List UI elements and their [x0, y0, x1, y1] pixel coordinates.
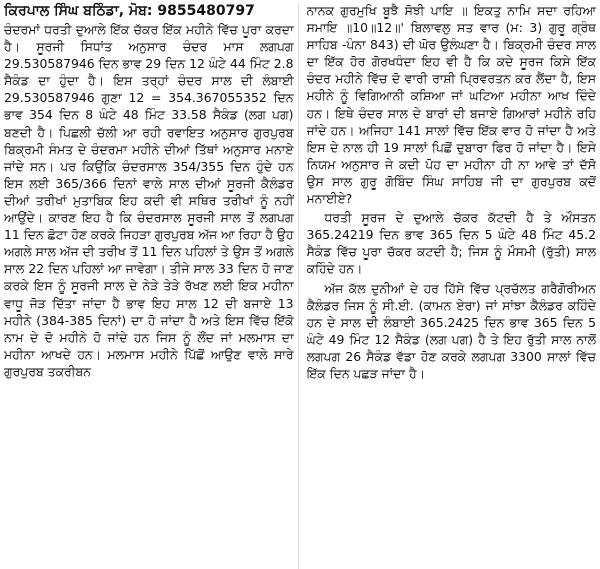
article-paragraph: ਨਾਨਕ ਗੁਰਮੁਖਿ ਬੂਝੈ ਸੋਝੀ ਪਾਇ ॥ ਇਕਤੁ ਨਾਮਿ ਸਦਾ ਰਹਿਆ ਸਮਾਇ ॥10॥12॥' ਬਿਲਾਵਲੁ ਸਤ ਵਾਰ (ਮ: 3) ਗੁਰੂ ਗ੍ਰੰਥ ਸਾਹਿਬ -ਪੰਨਾ 843) ਦੀ ਘੋਰ ਉਲੰਘਣਾ ਹੈ। ਬਿਕ੍ਰਮੀ ਚੰਦਰ ਸਾਲ ਦਾ ਇੱਕ ਹੋਰ ਗੋਰਖਧੰਦਾ ਇਹ ਵੀ ਹੈ ਕਿ ਕਦੇ ਸੂਰਜ ਕਿਸੇ ਇੱਕ ਚੰਦਰ ਮਹੀਨੇ ਵਿੱਚ ਦੋ ਵਾਰੀ ਰਾਸ਼ੀ ਪ੍ਰਿਵਰਤਨ ਕਰ ਲੈਂਦਾ ਹੈ, ਇਸ ਮਹੀਨੇ ਨੂੰ ਵਿਗਿਆਨੀ ਕਸ਼ਿਆ ਜਾਂ ਘਟਿਆ ਮਹੀਨਾ ਆਖ ਦਿੰਦੇ ਹਨ। ਇਥੇ ਚੰਦਰ ਸਾਲ ਦੇ ਬਾਰਾਂ ਦੀ ਬਜਾਏ ਗਿਆਰਾਂ ਮਹੀਨੇ ਰਹਿ ਜਾਂਦੇ ਹਨ। ਅਜਿਹਾ 141 ਸਾਲਾਂ ਵਿੱਚ ਇੱਕ ਵਾਰ ਹੋ ਜਾਂਦਾ ਹੈ ਅਤੇ ਇਸ ਦੇ ਨਾਲ ਹੀ 19 ਸਾਲਾਂ ਪਿਛੋਂ ਦੁਬਾਰਾ ਫਿਰ ਹੋ ਜਾਂਦਾ ਹੈ। ਇਸੇ ਨਿਯਮ ਅਨੁਸਾਰ ਜੇ ਕਦੀ ਪੋਹ ਦਾ ਮਹੀਨਾ ਹੀ ਨਾ ਆਵੇ ਤਾਂ ਦੱਸੋ ਉਸ ਸਾਲ ਗੁਰੂ ਗੋਬਿੰਦ ਸਿੰਘ ਸਾਹਿਬ ਜੀ ਦਾ ਗੁਰਪੁਰਬ ਕਦੋਂ ਮਨਾਈਏ? [306, 3, 596, 207]
left-column [4, 2, 299, 569]
article-paragraph: ਅੱਜ ਕੱਲ ਦੁਨੀਆਂ ਦੇ ਹਰ ਹਿੱਸੇ ਵਿੱਚ ਪ੍ਰਚੱਲਤ ਗਰੈਗੋਰੀਅਨ ਕੈਲੰਡਰ ਜਿਸ ਨੂੰ ਸੀ.ਈ. (ਕਾਮਨ ਏਰਾ) ਜਾਂ ਸਾਂਝਾ ਕੈਲੰਡਰ ਕਹਿੰਦੇ ਹਨ ਦੇ ਸਾਲ ਦੀ ਲੰਬਾਈ 365.2425 ਦਿਨ ਭਾਵ 365 ਦਿਨ 5 ਘੰਟੇ 49 ਮਿੰਟ 12 ਸੈਕੰਡ (ਲਗ ਪਗ) ਹੈ ਤੇ ਇਹ ਰੁੱਤੀ ਸਾਲ ਨਾਲੋਂ ਲਗਪਗ 26 ਸੈਕੰਡ ਵੱਡਾ ਹੋਣ ਕਰਕੇ ਲਗਪਗ 3300 ਸਾਲਾਂ ਵਿੱਚ ਇੱਕ ਦਿਨ ਪਛੜ ਜਾਂਦਾ ਹੈ। [306, 280, 596, 381]
right-column [307, 2, 597, 569]
author-byline: ਕਿਰਪਾਲ ਸਿੰਘ ਬਠਿੰਡਾ, ਮੋਬ: 9855480797 [4, 3, 255, 19]
article-paragraph: ਧਰਤੀ ਸੂਰਜ ਦੇ ਦੁਆਲੇ ਚੱਕਰ ਕੱਟਦੀ ਹੈ ਤੇ ਔਸਤਨ 365.24219 ਦਿਨ ਭਾਵ 365 ਦਿਨ 5 ਘੰਟੇ 48 ਮਿੰਟ 45.2 ਸੈਕੰਡ ਵਿੱਚ ਪੂਰਾ ਚੱਕਰ ਕਟਦੀ ਹੈ; ਜਿਸ ਨੂੰ ਮੌਸਮੀ (ਰੁੱਤੀ) ਸਾਲ ਕਹਿੰਦੇ ਹਨ। [306, 210, 596, 277]
article-paragraph: ਚੰਦਰਮਾਂ ਧਰਤੀ ਦੁਆਲੇ ਇੱਕ ਚੱਕਰ ਇੱਕ ਮਹੀਨੇ ਵਿੱਚ ਪੂਰਾ ਕਰਦਾ ਹੈ। ਸੂਰਜੀ ਸਿਧਾਂਤ ਅਨੁਸਾਰ ਚੰਦਰ ਮਾਸ ਲਗਪਗ 29.530587946 ਦਿਨ ਭਾਵ 29 ਦਿਨ 12 ਘੰਟੇ 44 ਮਿੰਟ 2.8 ਸੈਕੰਡ ਦਾ ਹੁੰਦਾ ਹੈ। ਇਸ ਤਰ੍ਹਾਂ ਚੰਦਰ ਸਾਲ ਦੀ ਲੰਬਾਈ 29.530587946 ਗੁਣਾ 12 = 354.367055352 ਦਿਨ ਭਾਵ 354 ਦਿਨ 8 ਘੰਟੇ 48 ਮਿੰਟ 33.58 ਸੈਕੰਡ (ਲਗ ਪਗ) ਬਣਦੀ ਹੈ। ਪਿਛਲੀ ਚੱਲੀ ਆ ਰਹੀ ਰਵਾਇਤ ਅਨੁਸਾਰ ਗੁਰਪੁਰਬ ਬਿਕ੍ਰਮੀ ਸੰਮਤ ਦੇ ਚੰਦਰਮਾ ਮਹੀਨੇ ਦੀਆਂ ਤਿੱਥਾਂ ਅਨੁਸਾਰ ਮਨਾਏ ਜਾਂਦੇ ਸਨ। ਪਰ ਕਿਉਂਕਿ ਚੰਦਰਸਾਲ 354/355 ਦਿਨ ਹੁੰਦੇ ਹਨ ਇਸ ਲਈ 365/366 ਦਿਨਾਂ ਵਾਲੇ ਸਾਲ ਦੀਆਂ ਸੂਰਜੀ ਕੈਲੰਡਰ ਦੀਆਂ ਤਰੀਖਾਂ ਮੁਤਾਬਿਕ ਇਹ ਕਦੀ ਵੀ ਸਥਿਰ ਤਰੀਖਾਂ ਨੂੰ ਨਹੀਂ ਆਉਂਦੇ। ਕਾਰਣ ਇਹ ਹੈ ਕਿ ਚੰਦਰਸਾਲ ਸੂਰਜੀ ਸਾਲ ਤੋਂ ਲਗਪਗ 11 ਦਿਨ ਛੋਟਾ ਹੋਣ ਕਰਕੇ ਜਿਹੜਾ ਗੁਰਪੁਰਬ ਅੱਜ ਆ ਰਿਹਾ ਹੈ ਉਹ ਅਗਲੇ ਸਾਲ ਅੱਜ ਦੀ ਤਰੀਖ ਤੋਂ 11 ਦਿਨ ਪਹਿਲਾਂ ਤੇ ਉਸ ਤੋਂ ਅਗਲੇ ਸਾਲ 22 ਦਿਨ ਪਹਿਲਾਂ ਆ ਜਾਵੇਗਾ। ਤੀਜੇ ਸਾਲ 33 ਦਿਨ ਹੋ ਜਾਣ ਕਰਕੇ ਇਸ ਨੂੰ ਸੂਰਜੀ ਸਾਲ ਦੇ ਨੇੜੇ ਤੇੜੇ ਰੱਖਣ ਲਈ ਇਕ ਮਹੀਨਾ ਵਾਧੂ ਜੋੜ ਦਿੱਤਾ ਜਾਂਦਾ ਹੈ ਭਾਵ ਇਹ ਸਾਲ 12 ਦੀ ਬਜਾਏ 13 ਮਹੀਨੇ (384-385 ਦਿਨਾਂ) ਦਾ ਹੋ ਜਾਂਦਾ ਹੈ ਅਤੇ ਇਸ ਵਿੱਚ ਇੱਕੋ ਨਾਮ ਦੇ ਦੋ ਮਹੀਨੇ ਹੋ ਜਾਂਦੇ ਹਨ ਜਿਸ ਨੂੰ ਲੌਂਦ ਜਾਂ ਮਲਮਾਸ ਦਾ ਮਹੀਨਾ ਆਖਦੇ ਹਨ। ਮਲਮਾਸ ਮਹੀਨੇ ਪਿੱਛੋਂ ਆਉਣ ਵਾਲੇ ਸਾਰੇ ਗੁਰਪੁਰਬ ਤਕਰੀਬਨ [4, 22, 294, 379]
